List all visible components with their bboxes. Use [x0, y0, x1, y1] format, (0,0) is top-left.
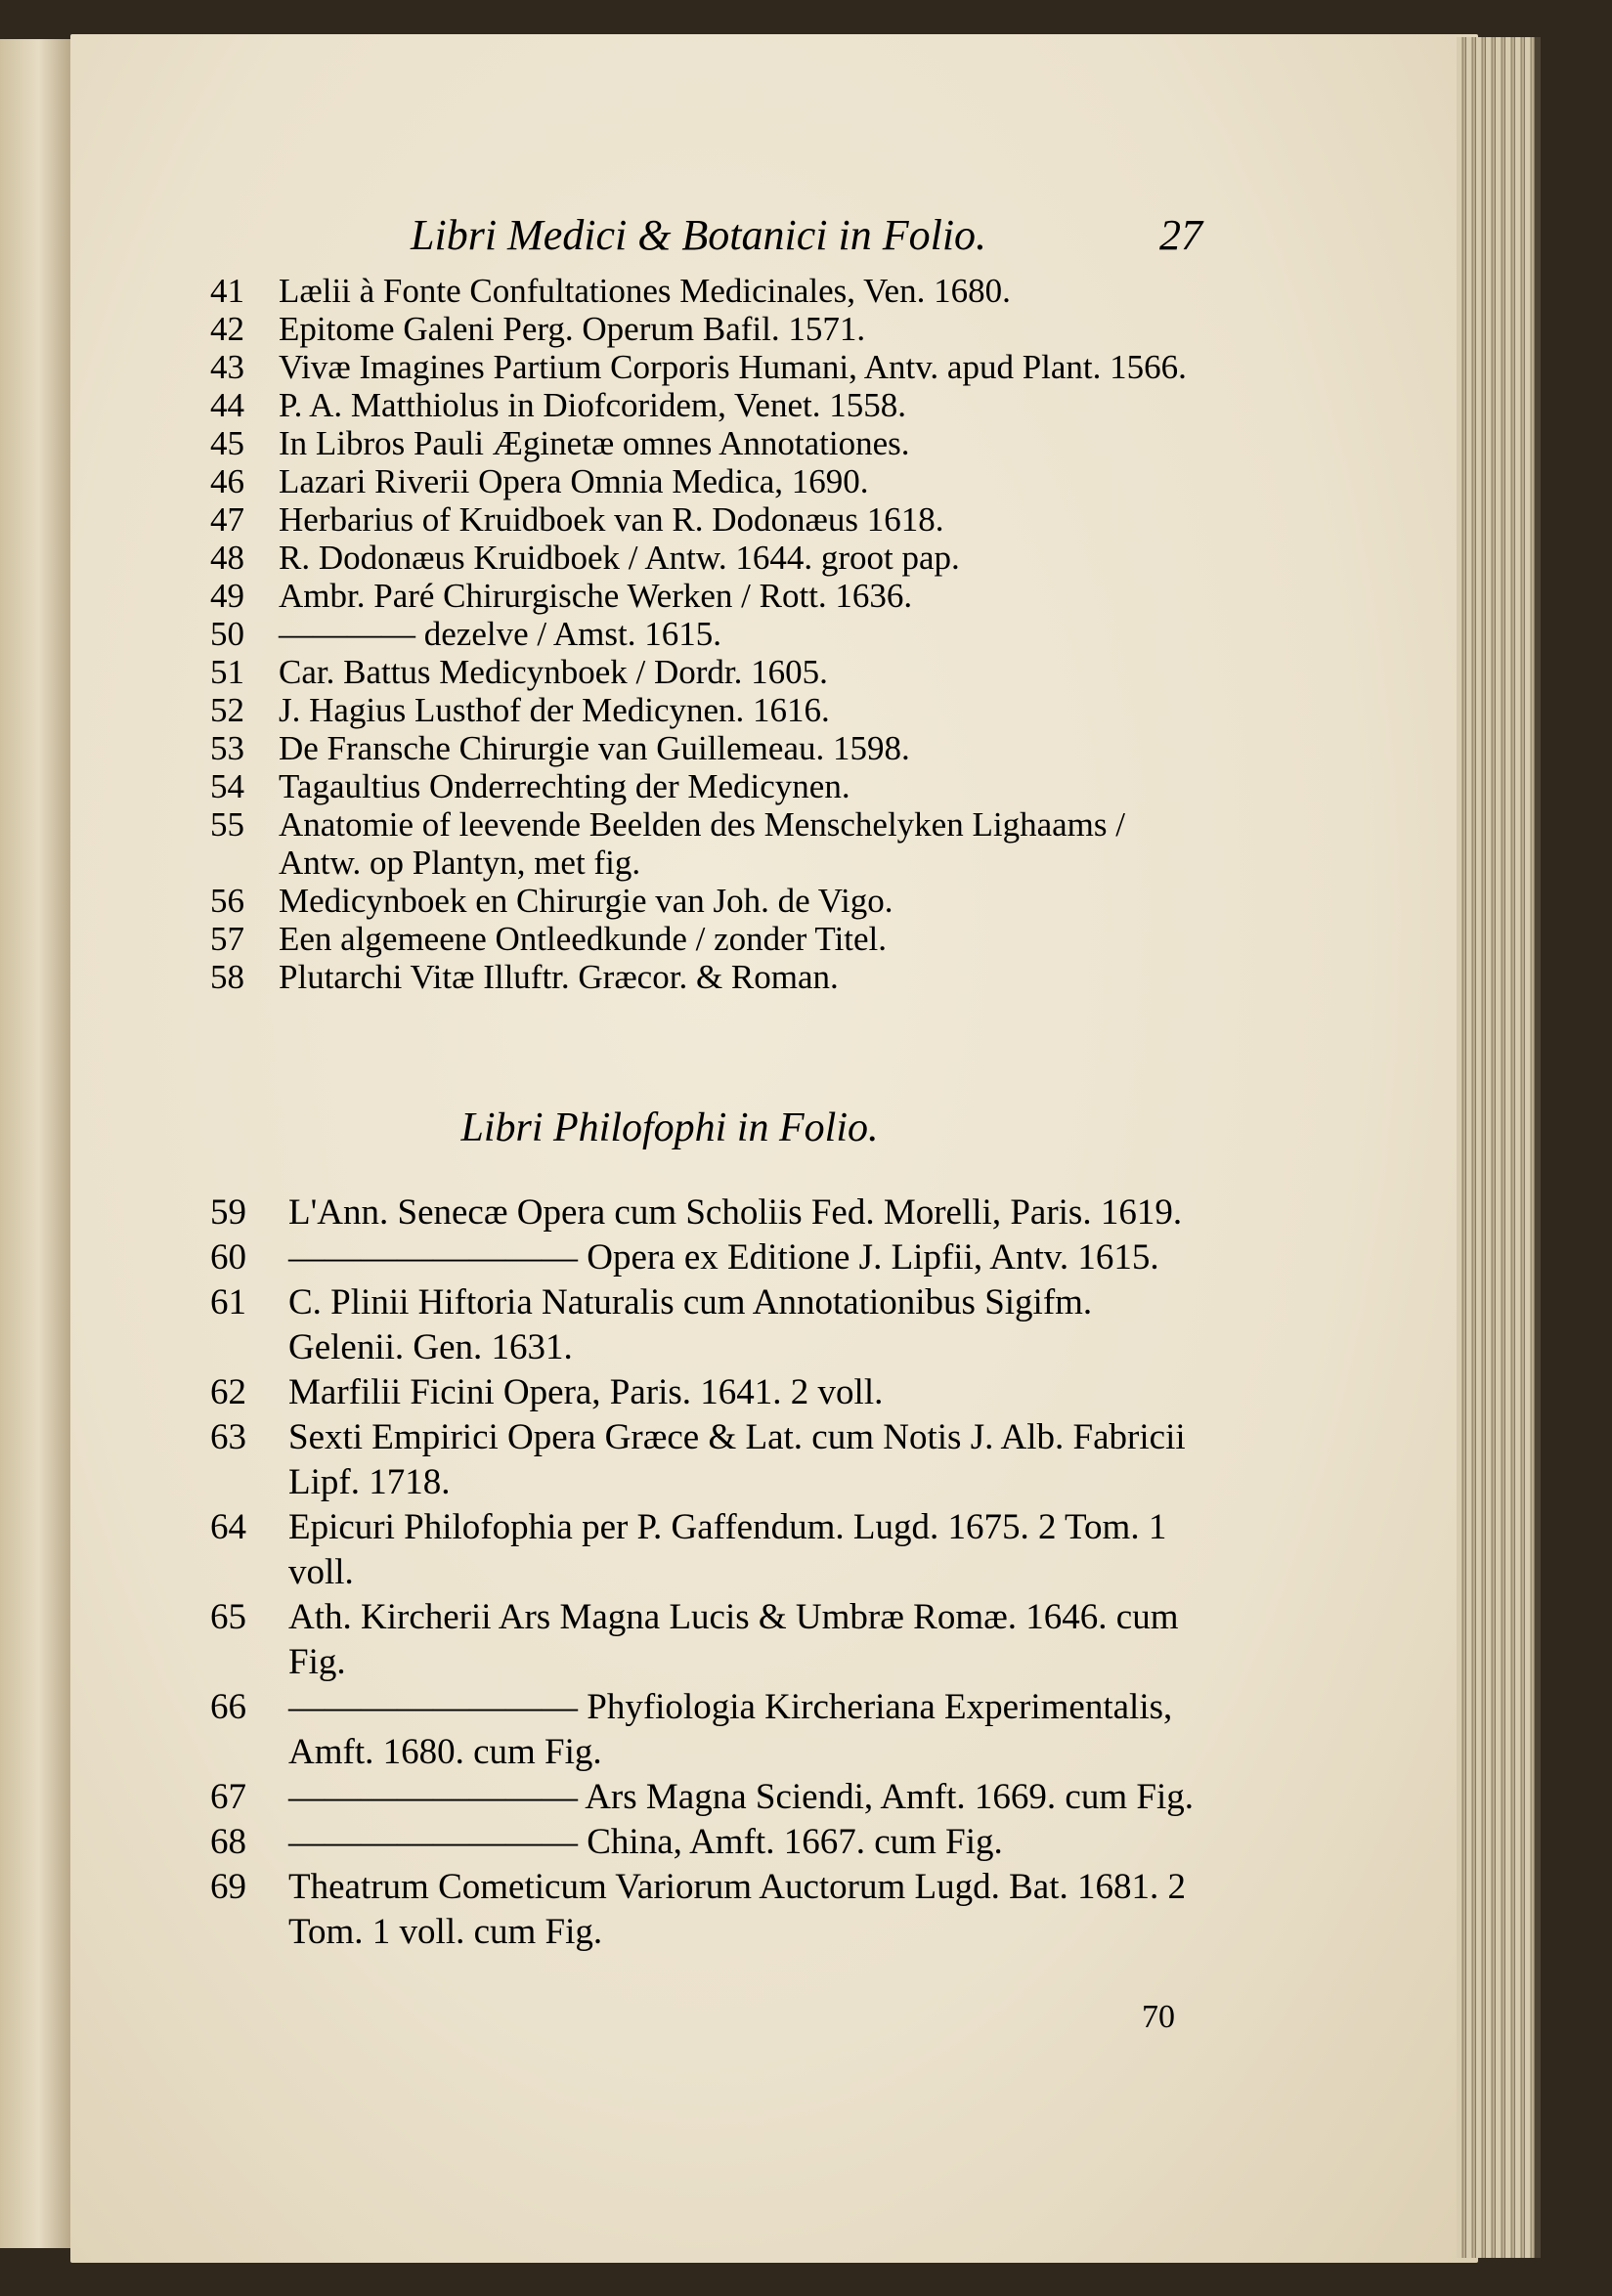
catalog-entry [210, 615, 1207, 653]
entry-number: 54 [210, 767, 244, 805]
catalog-entry [210, 1820, 1207, 1865]
entry-text: Ath. Kircherii Ars Magna Lucis & Umbræ Romæ. 1646. cum Fig. [288, 1597, 1188, 1682]
catalog-entry [210, 386, 1207, 424]
entry-text: Sexti Empirici Opera Græce & Lat. cum Notis J. Alb. Fabricii Lipf. 1718. [288, 1417, 1195, 1502]
page-number: 27 [1159, 211, 1202, 259]
entry-text: Een algemeene Ontleedkunde / zonder Titel. [279, 920, 888, 958]
entry-number: 67 [210, 1777, 246, 1817]
facing-page-edge [0, 39, 72, 2248]
entry-number: 69 [210, 1867, 246, 1907]
entry-number: 47 [210, 500, 244, 539]
entry-number: 68 [210, 1822, 246, 1862]
catalog-entry [210, 1280, 1207, 1370]
entry-text: Marfilii Ficini Opera, Paris. 1641. 2 voll. [288, 1372, 884, 1412]
entry-number: 51 [210, 653, 244, 691]
catalog-entry [210, 310, 1207, 348]
entry-number: 41 [210, 272, 244, 310]
entry-number: 58 [210, 958, 244, 996]
running-title: Libri Medici & Botanici in Folio. [411, 211, 987, 259]
catalog-entry [210, 539, 1207, 577]
entry-text: Epitome Galeni Perg. Operum Bafil. 1571. [279, 310, 866, 348]
catalog-entry [210, 348, 1207, 386]
entry-text: Vivæ Imagines Partium Corporis Humani, Antv. apud Plant. 1566. [279, 348, 1187, 386]
entry-number: 52 [210, 691, 244, 729]
entry-text: Medicynboek en Chirurgie van Joh. de Vigo. [279, 882, 893, 920]
entry-text: L'Ann. Senecæ Opera cum Scholiis Fed. Morelli, Paris. 1619. [288, 1192, 1183, 1233]
running-head [215, 210, 1202, 269]
catalog-entry [210, 1191, 1207, 1235]
entry-text: ———————— China, Amft. 1667. cum Fig. [288, 1822, 1003, 1862]
catalog-entry [210, 1415, 1207, 1505]
entry-number: 49 [210, 577, 244, 615]
entry-number: 42 [210, 310, 244, 348]
catalog-entry [210, 805, 1207, 882]
catalog-entry [210, 1235, 1207, 1280]
entry-text: Epicuri Philofophia per P. Gaffendum. Lugd. 1675. 2 Tom. 1 voll. [288, 1507, 1176, 1592]
entry-number: 55 [210, 805, 244, 844]
entry-number: 57 [210, 920, 244, 958]
entry-number: 50 [210, 615, 244, 653]
entry-text: Theatrum Cometicum Variorum Auctorum Lugd. Bat. 1681. 2 Tom. 1 voll. cum Fig. [288, 1867, 1195, 1952]
section-title: Libri Philofophi in Folio. [460, 1105, 879, 1150]
entry-number: 65 [210, 1597, 246, 1637]
catalog-entry [210, 691, 1207, 729]
entry-text: Ambr. Paré Chirurgische Werken / Rott. 1636. [279, 577, 913, 615]
catalog-entry [210, 1370, 1207, 1415]
catalog-entry [210, 920, 1207, 958]
catalog-entry [210, 1685, 1207, 1775]
entry-text: R. Dodonæus Kruidboek / Antw. 1644. groot pap. [279, 539, 960, 577]
entry-number: 53 [210, 729, 244, 767]
entry-text: ———————— Ars Magna Sciendi, Amft. 1669. cum Fig. [288, 1777, 1194, 1817]
entry-text: J. Hagius Lusthof der Medicynen. 1616. [279, 691, 830, 729]
entry-number: 59 [210, 1192, 246, 1233]
catalog-entry [210, 653, 1207, 691]
catalog-entry [210, 272, 1207, 310]
entry-text: Lælii à Fonte Confultationes Medicinales, Ven. 1680. [279, 272, 1011, 310]
entry-text: C. Plinii Hiftoria Naturalis cum Annotationibus Sigifm. Gelenii. Gen. 1631. [288, 1282, 1102, 1367]
entry-number: 62 [210, 1372, 246, 1412]
entry-number: 56 [210, 882, 244, 920]
entry-text: Anatomie of leevende Beelden des Menschelyken Lighaams / Antw. op Plantyn, met fig. [279, 805, 1132, 882]
entry-number: 60 [210, 1237, 246, 1278]
catalog-entry [210, 958, 1207, 996]
entry-text: ———— dezelve / Amst. 1615. [279, 615, 722, 653]
page-stack-edges [1457, 37, 1541, 2258]
catalog-entry [210, 729, 1207, 767]
catalog-entry [210, 577, 1207, 615]
entry-text: Car. Battus Medicynboek / Dordr. 1605. [279, 653, 828, 691]
entry-number: 46 [210, 462, 244, 500]
catalog-entry [210, 1775, 1207, 1820]
catalog-entry [210, 462, 1207, 500]
entry-number: 48 [210, 539, 244, 577]
entry-text: Lazari Riverii Opera Omnia Medica, 1690. [279, 462, 869, 500]
catchword: 70 [1142, 1999, 1175, 2035]
catalog-entry [210, 424, 1207, 462]
catalog-entry [210, 882, 1207, 920]
catalog-entry [210, 1595, 1207, 1685]
entry-number: 64 [210, 1507, 246, 1547]
entry-text: De Fransche Chirurgie van Guillemeau. 1598. [279, 729, 910, 767]
entry-number: 45 [210, 424, 244, 462]
entry-text: P. A. Matthiolus in Diofcoridem, Venet. 1558. [279, 386, 906, 424]
entry-text: Tagaultius Onderrechting der Medicynen. [279, 767, 850, 805]
entry-text: Plutarchi Vitæ Illuftr. Græcor. & Roman. [279, 958, 839, 996]
catalog-entry [210, 1865, 1207, 1955]
entry-number: 66 [210, 1687, 246, 1727]
catalog-entry [210, 767, 1207, 805]
entry-number: 44 [210, 386, 244, 424]
entry-number: 43 [210, 348, 244, 386]
entry-text: Herbarius of Kruidboek van R. Dodonæus 1618. [279, 500, 944, 539]
entry-text: ———————— Opera ex Editione J. Lipfii, Antv. 1615. [288, 1237, 1159, 1278]
catalog-entry [210, 1505, 1207, 1595]
entries-philosophi-list [210, 1191, 1207, 1955]
entry-number: 61 [210, 1282, 246, 1322]
entry-text: ———————— Phyfiologia Kircheriana Experimentalis, Amft. 1680. cum Fig. [288, 1687, 1180, 1772]
entry-text: In Libros Pauli Æginetæ omnes Annotationes. [279, 424, 910, 462]
catalog-entry [210, 500, 1207, 539]
entries-medici-list [210, 272, 1207, 996]
section-philosophi [210, 1105, 1207, 1955]
entry-number: 63 [210, 1417, 246, 1457]
